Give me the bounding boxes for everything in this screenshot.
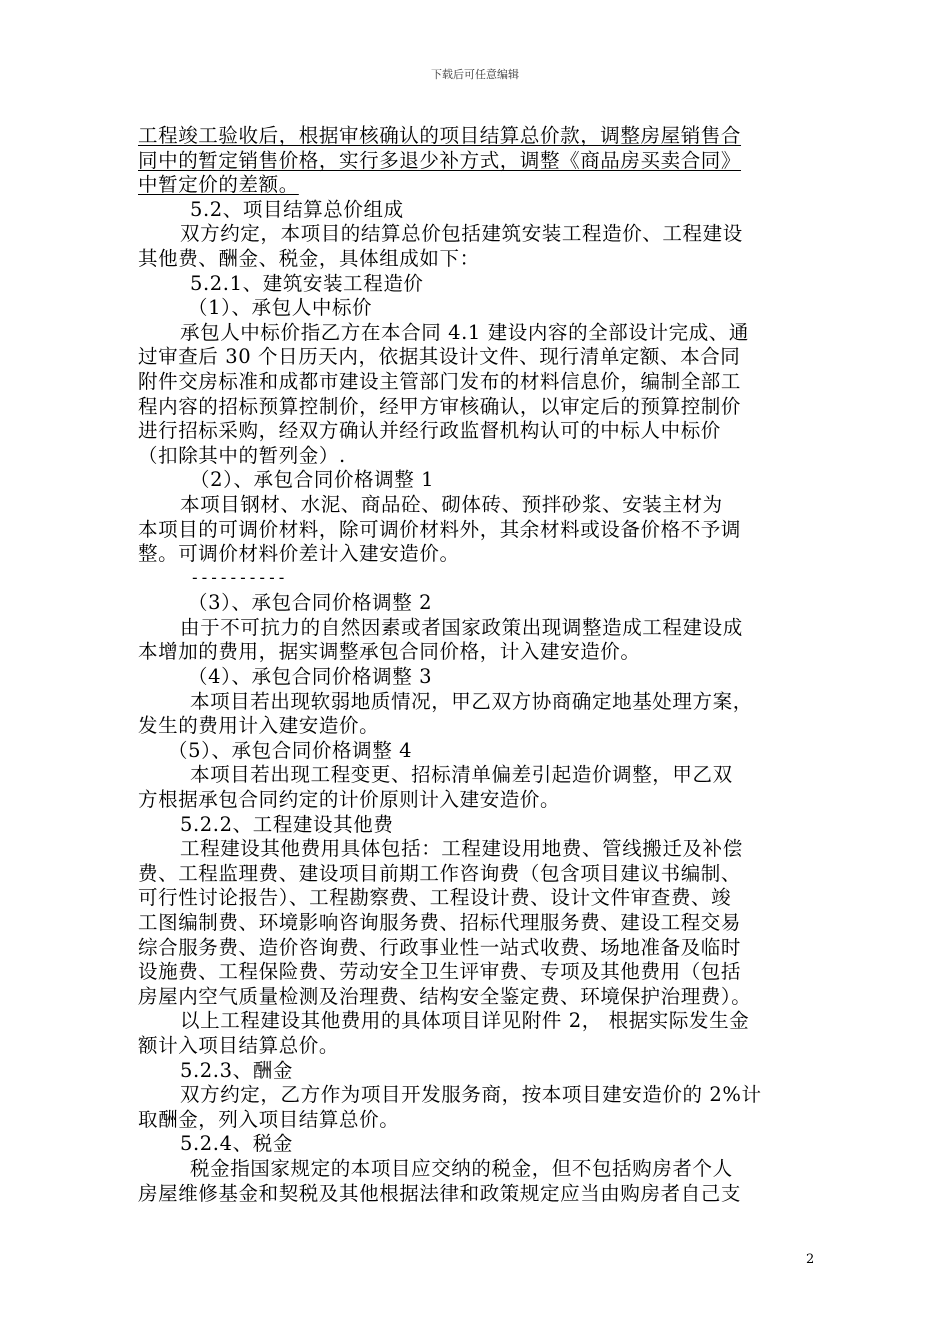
paragraph-line: （2）、承包合同价格调整 1: [190, 468, 435, 492]
paragraph-line: 同中的暂定销售价格，实行多退少补方式，调整《商品房买卖合同》: [138, 148, 742, 172]
paragraph-line: 工程竣工验收后，根据审核确认的项目结算总价款，调整房屋销售合: [138, 124, 742, 147]
paragraph-line: 额计入项目结算总价。: [138, 1033, 340, 1057]
paragraph-line: 本项目若出现软弱地质情况，甲乙双方协商确定地基处理方案，: [190, 689, 753, 713]
paragraph-line: 5.2、项目结算总价组成: [190, 197, 404, 221]
paragraph-line: 以上工程建设其他费用的具体项目详见附件 2， 根据实际发生金: [180, 1009, 750, 1033]
page-header: 下载后可任意编辑: [431, 68, 519, 81]
paragraph-line: 综合服务费、造价咨询费、行政事业性一站式收费、场地准备及临时: [138, 935, 742, 959]
paragraph-line: 附件交房标准和成都市建设主管部门发布的材料信息价，编制全部工: [138, 369, 742, 393]
paragraph-line: （3）、承包合同价格调整 2: [188, 591, 433, 615]
paragraph-line: 整。可调价材料价差计入建安造价。: [138, 542, 460, 566]
paragraph-line: 双方约定，乙方作为项目开发服务商，按本项目建安造价的 2%计: [180, 1083, 762, 1107]
paragraph-line: 5.2.2、工程建设其他费: [180, 812, 394, 836]
document-body: [138, 124, 814, 1206]
paragraph-line: 程内容的招标预算控制价，经甲方审核确认，以审定后的预算控制价: [138, 394, 742, 418]
paragraph-line: 进行招标采购，经双方确认并经行政监督机构认可的中标人中标价: [138, 419, 721, 443]
paragraph-line: 设施费、工程保险费、劳动安全卫生评审费、专项及其他费用（包括: [138, 960, 742, 984]
paragraph-line: （5）、承包合同价格调整 4: [168, 738, 413, 762]
paragraph-line: 可行性讨论报告）、工程勘察费、工程设计费、设计文件审查费、竣: [138, 886, 732, 910]
paragraph-line: 由于不可抗力的自然因素或者国家政策出现调整造成工程建设成: [180, 615, 743, 639]
paragraph-line: 税金指国家规定的本项目应交纳的税金，但不包括购房者个人: [190, 1156, 733, 1180]
paragraph-line: 房屋内空气质量检测及治理费、结构安全鉴定费、环境保护治理费）。: [138, 984, 752, 1008]
paragraph-line: 房屋维修基金和契税及其他根据法律和政策规定应当由购房者自己支: [138, 1181, 742, 1205]
paragraph-line: 费、工程监理费、建设项目前期工作咨询费（包含项目建议书编制、: [138, 861, 742, 885]
paragraph-line: 取酬金，列入项目结算总价。: [138, 1107, 400, 1131]
paragraph-line: 5.2.3、酬金: [180, 1058, 293, 1082]
paragraph-line: 过审查后 30 个日历天内，依据其设计文件、现行清单定额、本合同: [138, 345, 741, 369]
paragraph-line: 本增加的费用，据实调整承包合同价格，计入建安造价。: [138, 640, 641, 664]
paragraph-line: 5.2.1、建筑安装工程造价: [190, 271, 424, 295]
paragraph-line: 其他费、酬金、税金，具体组成如下：: [138, 246, 480, 270]
paragraph-line: 双方约定，本项目的结算总价包括建筑安装工程造价、工程建设: [180, 222, 743, 246]
paragraph-line: 本项目的可调价材料，除可调价材料外，其余材料或设备价格不予调: [138, 517, 742, 541]
paragraph-line: 工程建设其他费用具体包括：工程建设用地费、管线搬迁及补偿: [180, 837, 743, 861]
paragraph-line: 中暂定价的差额。: [138, 173, 299, 197]
paragraph-line: 发生的费用计入建安造价。: [138, 714, 380, 738]
paragraph-line: （4）、承包合同价格调整 3: [188, 665, 433, 689]
paragraph-line: 本项目若出现工程变更、招标清单偏差引起造价调整，甲乙双: [190, 763, 733, 787]
paragraph-line: 本项目钢材、水泥、商品砼、砌体砖、预拌砂浆、安装主材为: [180, 492, 723, 516]
paragraph-line: （1）、承包人中标价: [188, 296, 373, 320]
paragraph-line: 承包人中标价指乙方在本合同 4.1 建设内容的全部设计完成、通: [180, 320, 750, 344]
page-number: 2: [806, 1252, 815, 1267]
paragraph-line: 工图编制费、环境影响咨询服务费、招标代理服务费、建设工程交易: [138, 911, 742, 934]
paragraph-line: 方根据承包合同约定的计价原则计入建安造价。: [138, 788, 561, 812]
paragraph-line: ----------: [190, 567, 287, 587]
paragraph-line: 5.2.4、税金: [180, 1132, 293, 1156]
paragraph-line: （扣除其中的暂列金）.: [138, 443, 346, 467]
